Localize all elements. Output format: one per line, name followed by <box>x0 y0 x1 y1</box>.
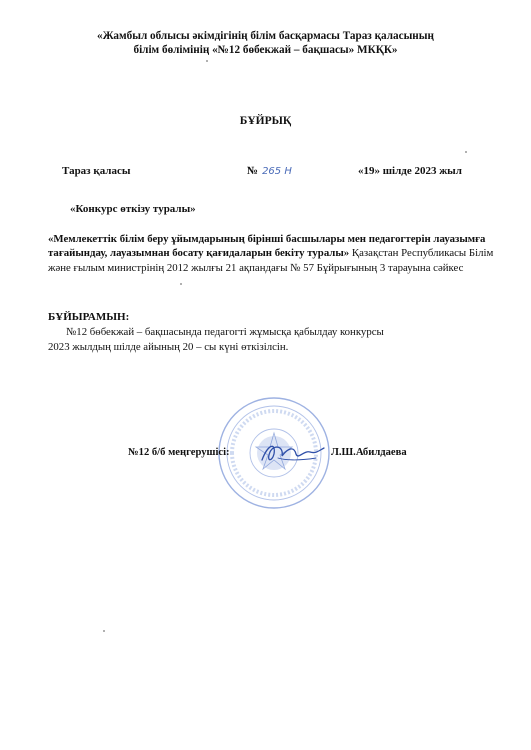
legal-basis <box>48 232 508 275</box>
order-date: «19» шілде 2023 жыл <box>358 165 462 177</box>
basis-reference: Қазақстан Республикасы Білім және ғылым министрінің 2012 жылғы 21 ақпандағы № 57 Бұйрығының 3 тарауына сәйкес <box>48 247 494 274</box>
order-subject: «Конкурс өткізу туралы» <box>70 203 196 215</box>
document-title: БҰЙРЫҚ <box>239 115 292 127</box>
organization-header <box>0 29 531 57</box>
order-line-2: 2023 жылдың шілде айының 20 – сы күні өткізілсін. <box>48 340 289 353</box>
header-line-1: «Жамбыл облысы әкімдігінің білім басқармасы Тараз қаласының <box>97 30 434 42</box>
basis-regulation-title: «Мемлекеттік білім беру ұйымдарының бірінші басшылары мен педагогтерін лауазымға тағайындау, лауазымнан босату қағидаларын бекіту туралы» <box>48 233 486 260</box>
scan-speck <box>103 630 105 632</box>
signatory-name: Л.Ш.Абилдаева <box>331 447 407 458</box>
number-label: № <box>247 165 259 177</box>
order-number <box>247 165 292 177</box>
order-body <box>48 325 488 354</box>
scan-speck <box>180 283 182 285</box>
handwritten-signature <box>258 440 328 466</box>
scan-speck <box>206 60 208 62</box>
city: Тараз қаласы <box>62 165 131 177</box>
header-line-2: білім бөлімінің «№12 бөбекжай – бақшасы» МКҚК» <box>133 44 398 56</box>
order-label: БҰЙЫРАМЫН: <box>48 311 130 323</box>
scan-speck <box>465 151 467 153</box>
number-handwritten: 265 Н <box>262 166 292 177</box>
signatory-position: №12 б/б меңгерушісі: <box>128 447 230 458</box>
order-line-1: №12 бөбекжай – бақшасында педагогті жұмысқа қабылдау конкурсы <box>66 326 384 338</box>
